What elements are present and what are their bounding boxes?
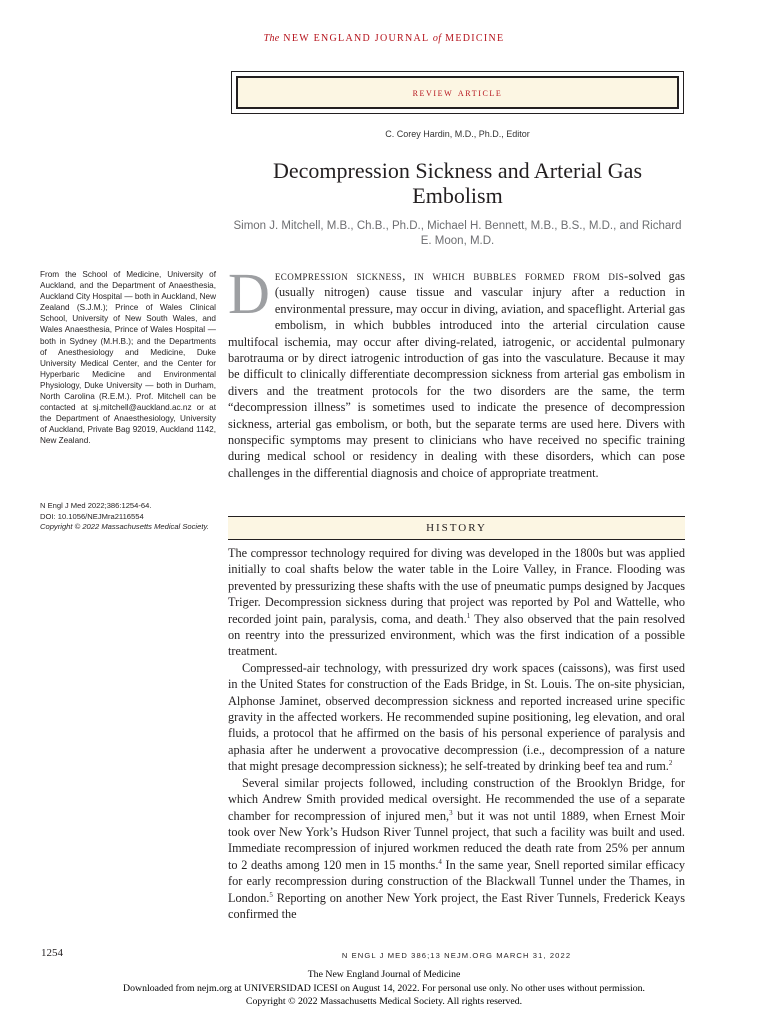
masthead-main: NEW ENGLAND JOURNAL xyxy=(283,33,430,44)
reference-marker[interactable]: 5 xyxy=(269,890,273,899)
page-number: 1254 xyxy=(41,947,63,959)
author-list: Simon J. Mitchell, M.B., Ch.B., Ph.D., Michael H. Bennett, M.B., B.S., M.D., and Richard E. Moon, M.D. xyxy=(233,220,682,247)
download-journal-name: The New England Journal of Medicine xyxy=(307,969,461,980)
article-type-box-inner xyxy=(236,76,679,109)
drop-cap: D xyxy=(228,261,270,326)
paragraph-text: but it was not until 1889, when Ernest Moir took over New York’s Hudson River Tunnel project, that such a facility was built and used. Immediate recompression of injured workmen reduced the death rate from 25% per annum to 2 deaths among 120 men in 15 months. xyxy=(228,808,685,872)
journal-masthead xyxy=(0,33,768,44)
abstract-paragraph xyxy=(228,261,685,481)
reference-marker[interactable]: 3 xyxy=(449,808,453,817)
masthead-of: of xyxy=(432,33,442,44)
article-type-label: review article xyxy=(412,85,503,99)
abstract-text: solved gas (usually nitrogen) cause tissue and vascular injury after a reduction in environmental pressure, may occur in diving, aviation, and spaceflight. Arterial gas embolism, in which bubbles introduced into the arterial circulation cause multifocal ischemia, may occur after diving-related, iatrogenic, or accidental pulmonary barotrauma or by direct iatrogenic introduction of gas into the vasculature. Because it may be difficult to clinically differentiate decompression sickness from arterial gas embolism in divers and the treatment protocols for the two disorders are the same, the term “decompression illness” is sometimes used to indicate the presence of decompression sickness, arterial gas embolism, or both, but the separate terms are used here. Divers with nonspecific symptoms may present to clinicians who have received no specific training during medical school or residency in dealing with these disorders, which can pose challenges in the differential diagnosis and choice of appropriate treatment. xyxy=(228,269,685,480)
section-heading-history: HISTORY xyxy=(426,522,487,534)
download-copyright: Copyright © 2022 Massachusetts Medical Society. All rights reserved. xyxy=(245,996,523,1007)
download-notice xyxy=(0,968,768,1009)
doi-link[interactable]: DOI: 10.1056/NEJMra2116554 xyxy=(40,511,144,521)
reference-marker[interactable]: 4 xyxy=(438,857,442,866)
paragraph-text: Compressed-air technology, with pressurized dry work spaces (caissons), was first used in the United States for construction of the Eads Bridge, in St. Louis. The on-site physician, Alphonse Jaminet, observed decompression sickness and reported increased urine specific gravity in the affected workers. He recommended supine positioning, leg elevation, and oral fluids, a protocol that he affirmed on the basis of his personal experience of paralysis and aphasia after he underwent a provocative decompression (i.e., decompression of a nature that might presage decompression sickness); he self-treated by drinking beef tea and rum. xyxy=(228,660,685,774)
history-section xyxy=(228,545,685,922)
paragraph-text: They also observed that the pain resolved on reentry into the pressurized environment, which was the first indication of a possible treatment. xyxy=(228,611,685,659)
running-footer: N ENGL J MED 386;13 NEJM.ORG MARCH 31, 2022 xyxy=(341,951,572,960)
masthead-end: MEDICINE xyxy=(445,33,505,44)
author-affiliations: From the School of Medicine, University of Auckland, and the Department of Anaesthesia, Auckland City Hospital — both in Auckland, New Zealand (S.J.M.); Prince of Wales Clinical School, University of New South Wales, and Wales Anaesthesia, Prince of Wales Hospital — both in Sydney (M.H.B.); and the Departments of Anesthesiology and Medicine, Duke University Medical Center, and the Center for Hyperbaric Medicine and Environmental Physiology, Duke University — both in Durham, North Carolina (R.E.M.). Prof. Mitchell can be contacted at sj.mitchell@auckland.ac.nz or at the Department of Anaesthesiology, University of Auckland, Private Bag 92019, Auckland 1142, New Zealand. xyxy=(40,270,216,446)
reference-marker[interactable]: 1 xyxy=(466,611,471,620)
body-paragraph xyxy=(228,775,685,923)
reference-marker[interactable]: 2 xyxy=(668,759,673,768)
citation-reference: N Engl J Med 2022;386:1254-64. xyxy=(40,501,152,510)
paragraph-text: In the same year, Snell reported similar efficacy for early recompression during construction of the Blackwall Tunnel under the Thames, in London. xyxy=(228,857,685,905)
section-heading-box xyxy=(228,516,685,540)
article-type-box xyxy=(231,71,684,114)
citation-block xyxy=(40,501,216,533)
abstract-lead-in: ecompression sickness, in which bubbles formed from dis- xyxy=(274,269,629,283)
editor-line: C. Corey Hardin, M.D., Ph.D., Editor xyxy=(385,129,530,139)
paragraph-text: Several similar projects followed, including construction of the Brooklyn Bridge, for which Andrew Smith provided medical oversight. He recommended the use of a separate chamber for recompression of injured men, xyxy=(228,775,685,823)
copyright-notice: Copyright © 2022 Massachusetts Medical Society. xyxy=(40,522,209,532)
masthead-prefix: The xyxy=(263,33,280,44)
article-title: Decompression Sickness and Arterial Gas Embolism xyxy=(272,158,643,208)
download-usage-statement: Downloaded from nejm.org at UNIVERSIDAD ICESI on August 14, 2022. For personal use only. No other uses without permission. xyxy=(123,982,645,994)
body-paragraph xyxy=(228,660,685,775)
body-paragraph xyxy=(228,545,685,660)
paragraph-text: The compressor technology required for diving was developed in the 1800s but was applied initially to coal shafts below the water table in the Loire Valley, in France. Flooding was prevented by pressurizing these shafts with the use of pneumatic pumps designed by Jacques Triger. Decompression sickness during that project was reported by Pol and Wattelle, who recorded joint pain, paralysis, coma, and death. xyxy=(228,546,685,626)
paragraph-text: Reporting on another New York project, the East River Tunnels, Frederick Keays confirmed the xyxy=(228,890,685,921)
